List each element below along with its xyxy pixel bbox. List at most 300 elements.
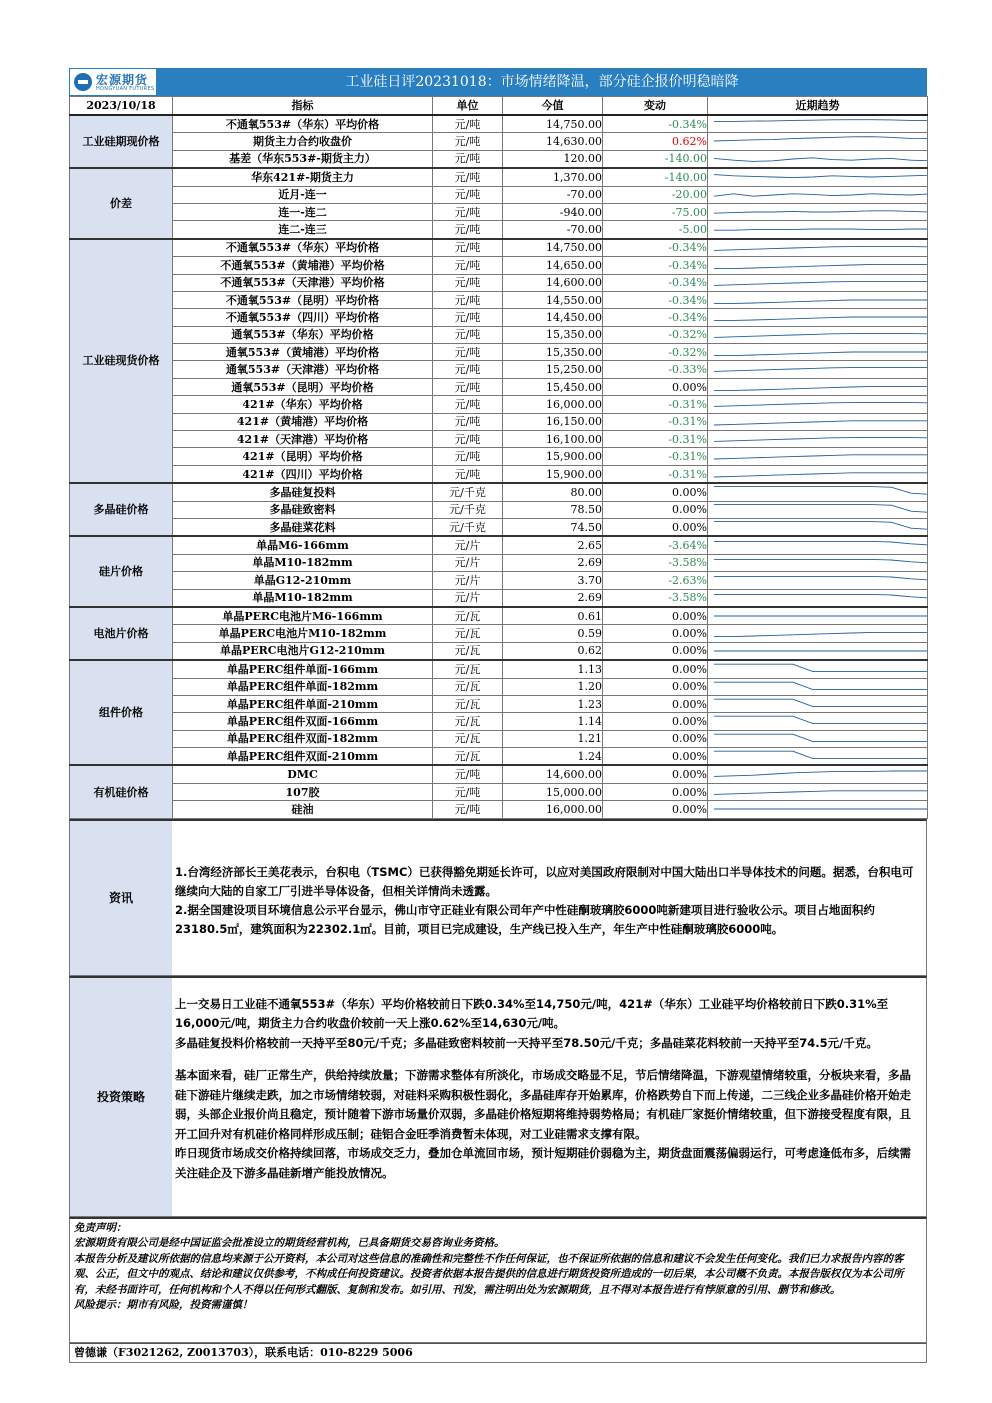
category-cell: 工业硅现货价格 xyxy=(70,239,173,483)
trend-cell xyxy=(708,203,928,220)
sparkline xyxy=(708,502,928,518)
value-cell: 15,350.00 xyxy=(503,344,603,361)
trend-cell xyxy=(708,274,928,291)
value-cell: 74.50 xyxy=(503,518,603,536)
change-cell: 0.00% xyxy=(603,713,708,730)
indicator-name: 单晶PERC组件双面-182mm xyxy=(173,730,433,747)
sparkline xyxy=(708,221,928,237)
indicator-name: 单晶PERC组件双面-166mm xyxy=(173,713,433,730)
sparkline xyxy=(708,309,928,325)
table-row xyxy=(70,378,928,395)
indicator-name: 不通氧553#（天津港）平均价格 xyxy=(173,274,433,291)
value-cell: -70.00 xyxy=(503,221,603,239)
disclaimer-line-1: 宏源期货有限公司是经中国证监会批准设立的期货经营机构，已具备期货交易咨询业务资格。 xyxy=(74,1237,505,1250)
table-row xyxy=(70,344,928,361)
column-header-change: 变动 xyxy=(603,97,708,116)
indicator-name: 421#（华东）平均价格 xyxy=(173,396,433,413)
sparkline xyxy=(708,292,928,308)
table-row xyxy=(70,765,928,783)
unit-cell: 元/吨 xyxy=(433,239,503,257)
sparkline xyxy=(708,116,928,132)
sparkline xyxy=(708,519,928,535)
indicator-name: 107胶 xyxy=(173,783,433,800)
unit-cell: 元/千克 xyxy=(433,518,503,536)
table-row xyxy=(70,274,928,291)
table-header-row xyxy=(70,97,928,116)
unit-cell: 元/吨 xyxy=(433,783,503,800)
table-row xyxy=(70,361,928,378)
category-cell: 多晶硅价格 xyxy=(70,483,173,536)
indicator-name: 421#（天津港）平均价格 xyxy=(173,431,433,448)
indicator-name: 不通氧553#（昆明）平均价格 xyxy=(173,291,433,308)
column-header-trend: 近期趋势 xyxy=(708,97,928,116)
unit-cell: 元/吨 xyxy=(433,396,503,413)
change-cell: -0.34% xyxy=(603,309,708,326)
unit-cell: 元/片 xyxy=(433,536,503,554)
unit-cell: 元/吨 xyxy=(433,344,503,361)
trend-cell xyxy=(708,396,928,413)
indicator-name: 421#（昆明）平均价格 xyxy=(173,448,433,465)
unit-cell: 元/吨 xyxy=(433,465,503,483)
indicator-name: 单晶M6-166mm xyxy=(173,536,433,554)
table-row xyxy=(70,326,928,343)
table-row xyxy=(70,748,928,766)
table-row xyxy=(70,221,928,239)
sparkline xyxy=(708,361,928,377)
value-cell: 1.21 xyxy=(503,730,603,747)
sparkline-path xyxy=(714,438,928,442)
change-cell: 0.00% xyxy=(603,695,708,712)
unit-cell: 元/片 xyxy=(433,589,503,607)
indicator-name: 通氧553#（天津港）平均价格 xyxy=(173,361,433,378)
unit-cell: 元/片 xyxy=(433,572,503,589)
change-cell: 0.00% xyxy=(603,483,708,501)
unit-cell: 元/千克 xyxy=(433,501,503,518)
sparkline-path xyxy=(714,386,928,390)
sparkline xyxy=(708,801,928,817)
value-cell: 16,100.00 xyxy=(503,431,603,448)
indicator-name: 单晶PERC组件双面-210mm xyxy=(173,748,433,766)
value-cell: 15,250.00 xyxy=(503,361,603,378)
table-row xyxy=(70,554,928,571)
sparkline xyxy=(708,484,928,500)
sparkline-path xyxy=(714,791,928,795)
strategy-section xyxy=(69,976,927,1217)
sparkline-path xyxy=(714,352,928,356)
value-cell: 1.23 xyxy=(503,695,603,712)
analyst-contact: 曾德谦（F3021262, Z0013703），联系电话：010-8229 5006 xyxy=(69,1343,927,1363)
indicator-name: 连二-连三 xyxy=(173,221,433,239)
sparkline-path xyxy=(714,265,928,269)
trend-cell xyxy=(708,783,928,800)
sparkline-path xyxy=(714,633,928,637)
change-cell: 0.62% xyxy=(603,133,708,150)
change-cell: -0.31% xyxy=(603,413,708,430)
value-cell: 14,600.00 xyxy=(503,765,603,783)
category-cell: 有机硅价格 xyxy=(70,765,173,818)
indicator-name: 多晶硅菜花料 xyxy=(173,518,433,536)
change-cell: -140.00 xyxy=(603,150,708,168)
column-header-indicator: 指标 xyxy=(173,97,433,116)
indicator-name: 通氧553#（华东）平均价格 xyxy=(173,326,433,343)
trend-cell xyxy=(708,501,928,518)
indicator-name: 单晶PERC电池片G12-210mm xyxy=(173,642,433,660)
sparkline-path xyxy=(714,158,928,163)
trend-cell xyxy=(708,660,928,678)
indicator-name: 连一-连二 xyxy=(173,203,433,220)
sparkline xyxy=(708,151,928,167)
report-header xyxy=(69,68,927,96)
indicator-name: 单晶PERC组件单面-166mm xyxy=(173,660,433,678)
sparkline-path xyxy=(714,522,928,530)
change-cell: -0.34% xyxy=(603,274,708,291)
unit-cell: 元/吨 xyxy=(433,257,503,274)
value-cell: 3.70 xyxy=(503,572,603,589)
unit-cell: 元/片 xyxy=(433,554,503,571)
unit-cell: 元/吨 xyxy=(433,150,503,168)
trend-cell xyxy=(708,431,928,448)
logo-text: 宏源期货 xyxy=(96,73,149,87)
strategy-paragraph-2: 多晶硅复投料价格较前一天持平至80元/千克；多晶硅致密料较前一天持平至78.50元/千克；多晶硅菜花料较前一天持平至74.5元/千克。 xyxy=(175,1035,878,1050)
value-cell: 15,900.00 xyxy=(503,448,603,465)
company-logo xyxy=(69,68,157,96)
sparkline-path xyxy=(714,229,928,230)
unit-cell: 元/吨 xyxy=(433,115,503,133)
sparkline xyxy=(708,204,928,220)
table-row xyxy=(70,518,928,536)
value-cell: 15,450.00 xyxy=(503,378,603,395)
unit-cell: 元/瓦 xyxy=(433,713,503,730)
table-row xyxy=(70,431,928,448)
change-cell: -0.33% xyxy=(603,361,708,378)
unit-cell: 元/吨 xyxy=(433,801,503,818)
trend-cell xyxy=(708,133,928,150)
sparkline-path xyxy=(714,542,928,548)
sparkline-path xyxy=(714,682,928,689)
strategy-paragraph-4: 昨日现货市场成交价格持续回落，市场成交乏力，叠加仓单流回市场，预计短期硅价弱稳为主，期货盘面震荡偏弱运行，可考虑逢低布多，后续需关注硅企及下游多晶硅新增产能投放情况。 xyxy=(175,1146,911,1180)
category-cell: 工业硅期现价格 xyxy=(70,115,173,168)
table-row xyxy=(70,783,928,800)
value-cell: 14,650.00 xyxy=(503,257,603,274)
sparkline xyxy=(708,784,928,800)
unit-cell: 元/千克 xyxy=(433,483,503,501)
table-row xyxy=(70,309,928,326)
sparkline xyxy=(708,379,928,395)
value-cell: 0.62 xyxy=(503,642,603,660)
trend-cell xyxy=(708,378,928,395)
sparkline-path xyxy=(714,300,928,304)
indicator-name: 通氧553#（黄埔港）平均价格 xyxy=(173,344,433,361)
news-label: 资讯 xyxy=(70,821,172,975)
sparkline-path xyxy=(714,504,928,512)
value-cell: 2.65 xyxy=(503,536,603,554)
value-cell: 14,550.00 xyxy=(503,291,603,308)
value-cell: 15,000.00 xyxy=(503,783,603,800)
sparkline-path xyxy=(714,734,928,741)
sparkline xyxy=(708,257,928,273)
value-cell: 16,150.00 xyxy=(503,413,603,430)
change-cell: 0.00% xyxy=(603,801,708,818)
change-cell: -0.31% xyxy=(603,465,708,483)
sparkline-path xyxy=(714,192,928,196)
category-cell: 组件价格 xyxy=(70,660,173,765)
sparkline xyxy=(708,643,928,659)
value-cell: 14,450.00 xyxy=(503,309,603,326)
unit-cell: 元/吨 xyxy=(433,765,503,783)
sparkline xyxy=(708,661,928,677)
value-cell: -70.00 xyxy=(503,186,603,203)
table-row xyxy=(70,465,928,483)
change-cell: 0.00% xyxy=(603,607,708,625)
table-row xyxy=(70,572,928,589)
trend-cell xyxy=(708,257,928,274)
table-row xyxy=(70,291,928,308)
unit-cell: 元/吨 xyxy=(433,413,503,430)
unit-cell: 元/瓦 xyxy=(433,748,503,766)
unit-cell: 元/瓦 xyxy=(433,625,503,642)
value-cell: 14,600.00 xyxy=(503,274,603,291)
news-item-1: 1.台湾经济部长王美花表示，台积电（TSMC）已获得豁免期延长许可，以应对美国政府限制对中国大陆出口半导体技术的问题。据悉，台积电可继续向大陆的自家工厂引进半导体设备，但相关详情尚未透露。 xyxy=(175,864,914,898)
sparkline xyxy=(708,414,928,430)
news-item-2: 2.据全国建设项目环境信息公示平台显示，佛山市守正硅业有限公司年产中性硅酮玻璃胶6000吨新建项目进行验收公示。项目占地面积约23180.5㎡，建筑面积为22302.1㎡。目前，项目已完成建设，生产线已投入生产，年生产中性硅酮玻璃胶6000吨。 xyxy=(175,902,875,936)
unit-cell: 元/吨 xyxy=(433,361,503,378)
change-cell: 0.00% xyxy=(603,660,708,678)
table-row xyxy=(70,413,928,430)
value-cell: 14,750.00 xyxy=(503,115,603,133)
table-row xyxy=(70,133,928,150)
indicator-name: 基差（华东553#-期货主力） xyxy=(173,150,433,168)
indicator-name: 近月-连一 xyxy=(173,186,433,203)
value-cell: 120.00 xyxy=(503,150,603,168)
trend-cell xyxy=(708,730,928,747)
change-cell: -3.58% xyxy=(603,589,708,607)
unit-cell: 元/瓦 xyxy=(433,607,503,625)
value-cell: 78.50 xyxy=(503,501,603,518)
trend-cell xyxy=(708,168,928,186)
table-row xyxy=(70,239,928,257)
indicator-name: 华东421#-期货主力 xyxy=(173,168,433,186)
sparkline xyxy=(708,240,928,256)
table-row xyxy=(70,660,928,678)
value-cell: 1.13 xyxy=(503,660,603,678)
value-cell: 1,370.00 xyxy=(503,168,603,186)
table-row xyxy=(70,730,928,747)
trend-cell xyxy=(708,448,928,465)
indicator-name: 期货主力合约收盘价 xyxy=(173,133,433,150)
sparkline xyxy=(708,713,928,729)
table-row xyxy=(70,801,928,818)
unit-cell: 元/瓦 xyxy=(433,642,503,660)
sparkline xyxy=(708,679,928,695)
unit-cell: 元/吨 xyxy=(433,291,503,308)
disclaimer-title: 免责声明： xyxy=(74,1221,127,1234)
trend-cell xyxy=(708,150,928,168)
unit-cell: 元/瓦 xyxy=(433,660,503,678)
category-cell: 电池片价格 xyxy=(70,607,173,660)
sparkline-path xyxy=(714,281,928,285)
trend-cell xyxy=(708,465,928,483)
table-row xyxy=(70,150,928,168)
sparkline-path xyxy=(714,120,928,122)
change-cell: -2.63% xyxy=(603,572,708,589)
table-row xyxy=(70,695,928,712)
indicator-name: 单晶G12-210mm xyxy=(173,572,433,589)
column-header-unit: 单位 xyxy=(433,97,503,116)
change-cell: 0.00% xyxy=(603,765,708,783)
sparkline-path xyxy=(714,246,928,250)
sparkline xyxy=(708,133,928,149)
table-row xyxy=(70,203,928,220)
table-row xyxy=(70,396,928,413)
unit-cell: 元/吨 xyxy=(433,186,503,203)
trend-cell xyxy=(708,536,928,554)
value-cell: -940.00 xyxy=(503,203,603,220)
unit-cell: 元/吨 xyxy=(433,274,503,291)
value-cell: 16,000.00 xyxy=(503,801,603,818)
sparkline xyxy=(708,766,928,782)
table-row xyxy=(70,589,928,607)
table-row xyxy=(70,678,928,695)
indicator-name: DMC xyxy=(173,765,433,783)
indicator-name: 421#（四川）平均价格 xyxy=(173,465,433,483)
table-row xyxy=(70,625,928,642)
value-cell: 0.59 xyxy=(503,625,603,642)
value-cell: 1.20 xyxy=(503,678,603,695)
price-table xyxy=(69,96,928,819)
trend-cell xyxy=(708,221,928,239)
sparkline-path xyxy=(714,333,928,337)
indicator-name: 多晶硅致密料 xyxy=(173,501,433,518)
sparkline-path xyxy=(714,487,928,495)
news-section xyxy=(69,819,927,976)
sparkline xyxy=(708,590,928,606)
sparkline-path xyxy=(714,473,928,477)
table-row xyxy=(70,168,928,186)
sparkline xyxy=(708,187,928,203)
change-cell: -0.34% xyxy=(603,239,708,257)
unit-cell: 元/吨 xyxy=(433,168,503,186)
indicator-name: 单晶PERC电池片M6-166mm xyxy=(173,607,433,625)
sparkline-path xyxy=(714,559,928,565)
indicator-name: 通氧553#（昆明）平均价格 xyxy=(173,378,433,395)
change-cell: 0.00% xyxy=(603,501,708,518)
sparkline xyxy=(708,327,928,343)
sparkline-path xyxy=(714,699,928,706)
unit-cell: 元/吨 xyxy=(433,448,503,465)
unit-cell: 元/瓦 xyxy=(433,695,503,712)
sparkline xyxy=(708,537,928,553)
sparkline-path xyxy=(714,664,928,671)
column-header-value: 今值 xyxy=(503,97,603,116)
sparkline xyxy=(708,572,928,588)
trend-cell xyxy=(708,572,928,589)
value-cell: 1.24 xyxy=(503,748,603,766)
sparkline xyxy=(708,275,928,291)
change-cell: -0.34% xyxy=(603,291,708,308)
table-row xyxy=(70,115,928,133)
unit-cell: 元/吨 xyxy=(433,326,503,343)
value-cell: 14,750.00 xyxy=(503,239,603,257)
strategy-paragraph-1: 上一交易日工业硅不通氧553#（华东）平均价格较前日下跌0.34%至14,750元/吨，421#（华东）工业硅平均价格较前日下跌0.31%至16,000元/吨，期货主力合约收盘价较前一天上涨0.62%至14,630元/吨。 xyxy=(175,996,889,1031)
logo-subtext: HONGYUAN FUTURES xyxy=(96,86,155,92)
change-cell: 0.00% xyxy=(603,378,708,395)
news-body xyxy=(173,821,920,975)
change-cell: 0.00% xyxy=(603,625,708,642)
unit-cell: 元/吨 xyxy=(433,431,503,448)
trend-cell xyxy=(708,607,928,625)
disclaimer-section xyxy=(69,1217,927,1343)
disclaimer-line-2: 本报告分析及建议所依据的信息均来源于公开资料，本公司对这些信息的准确性和完整性不作任何保证，也不保证所依据的信息和建议不会发生任何变化。我们已力求报告内容的客观、公正，但文中的观点、结论和建议仅供参考，不构成任何投资建议。投资者依据本报告提供的信息进行期货投资所造成的一切后果，本公司概不负责。本报告版权仅为本公司所有，未经书面许可，任何机构和个人不得以任何形式翻版、复制和发布。如引用、刊发，需注明出处为宏源期货，且不得对本报告进行有悖原意的引用、删节和修改。 xyxy=(74,1252,904,1296)
value-cell: 0.61 xyxy=(503,607,603,625)
sparkline xyxy=(708,466,928,482)
table-row xyxy=(70,642,928,660)
strategy-label: 投资策略 xyxy=(70,978,172,1216)
change-cell: 0.00% xyxy=(603,748,708,766)
trend-cell xyxy=(708,239,928,257)
trend-cell xyxy=(708,361,928,378)
trend-cell xyxy=(708,625,928,642)
sparkline-path xyxy=(714,716,928,723)
table-row xyxy=(70,713,928,730)
unit-cell: 元/瓦 xyxy=(433,678,503,695)
change-cell: 0.00% xyxy=(603,730,708,747)
category-cell: 价差 xyxy=(70,168,173,239)
change-cell: -5.00 xyxy=(603,221,708,239)
sparkline xyxy=(708,344,928,360)
trend-cell xyxy=(708,765,928,783)
sparkline xyxy=(708,448,928,464)
sparkline-path xyxy=(714,403,928,407)
table-row xyxy=(70,536,928,554)
table-row xyxy=(70,448,928,465)
sparkline xyxy=(708,555,928,571)
category-cell: 硅片价格 xyxy=(70,536,173,607)
indicator-name: 硅油 xyxy=(173,801,433,818)
strategy-paragraph-3: 基本面来看，硅厂正常生产，供给持续放量；下游需求整体有所淡化，市场成交略显不足，节后情绪降温，下游观望情绪较重，分板块来看，多晶硅下游硅片继续走跌，加之市场情绪较弱，对硅料采购积极性弱化，多晶硅库存开始累库，价格跌势自下而上传递，二三线企业多晶硅价格开始走弱，头部企业报价尚且稳定，预计随着下游市场量价双弱，多晶硅价格短期将维持弱势格局；有机硅厂家挺价情绪较重，但下游接受程度有限，且开工回升对有机硅价格同样形成压制；硅铝合金旺季消费暂未体现，对工业硅需求支撑有限。 xyxy=(175,1068,911,1141)
change-cell: -140.00 xyxy=(603,168,708,186)
indicator-name: 421#（黄埔港）平均价格 xyxy=(173,413,433,430)
sparkline-path xyxy=(714,420,928,424)
indicator-name: 单晶PERC电池片M10-182mm xyxy=(173,625,433,642)
sparkline xyxy=(708,608,928,624)
sparkline-path xyxy=(714,317,928,321)
change-cell: -0.31% xyxy=(603,448,708,465)
value-cell: 1.14 xyxy=(503,713,603,730)
sparkline-path xyxy=(714,137,928,141)
table-row xyxy=(70,257,928,274)
change-cell: -0.34% xyxy=(603,115,708,133)
trend-cell xyxy=(708,678,928,695)
sparkline-path xyxy=(714,751,928,758)
indicator-name: 多晶硅复投料 xyxy=(173,483,433,501)
sparkline xyxy=(708,748,928,764)
unit-cell: 元/吨 xyxy=(433,378,503,395)
indicator-name: 单晶M10-182mm xyxy=(173,554,433,571)
trend-cell xyxy=(708,748,928,766)
indicator-name: 单晶PERC组件单面-182mm xyxy=(173,678,433,695)
strategy-body xyxy=(173,978,920,1216)
sparkline-path xyxy=(714,455,928,459)
trend-cell xyxy=(708,554,928,571)
change-cell: 0.00% xyxy=(603,783,708,800)
sparkline xyxy=(708,696,928,712)
sparkline xyxy=(708,169,928,185)
change-cell: -3.64% xyxy=(603,536,708,554)
sparkline-path xyxy=(714,368,928,372)
change-cell: -20.00 xyxy=(603,186,708,203)
change-cell: -0.31% xyxy=(603,396,708,413)
value-cell: 2.69 xyxy=(503,589,603,607)
